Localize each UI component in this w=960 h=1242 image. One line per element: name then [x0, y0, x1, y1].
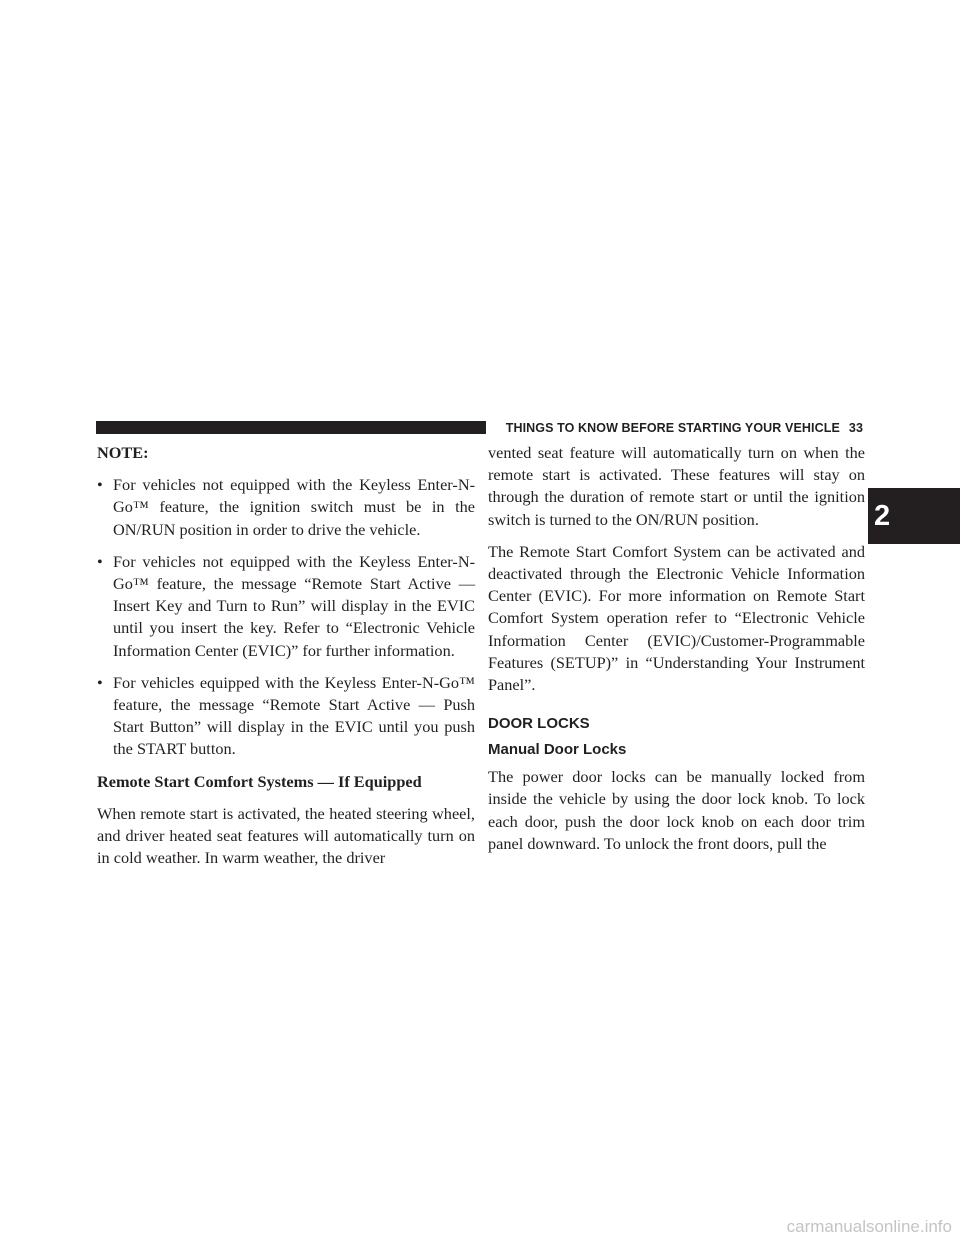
bullet-icon: •: [97, 475, 103, 495]
bullet-text: For vehicles not equipped with the Keyless Enter-N-Go™ feature, the ignition switch must be in the ON/RUN position in order to drive the vehicle.: [113, 475, 475, 539]
bullet-text: For vehicles equipped with the Keyless Enter-N-Go™ feature, the message “Remote Start Active — Push Start Button” will display in the EVIC until you push the START button.: [113, 672, 475, 759]
watermark: carmanualsonline.info: [786, 1217, 952, 1236]
body-paragraph: The Remote Start Comfort System can be activated and deactivated through the Electronic Vehicle Information Center (EVIC). For more information on Remote Start Comfort System operation refer to “Electronic Vehicle Information Center (EVIC)/Customer-Programmable Features (SETUP)” in “Understanding Your Instrument Panel”.: [488, 541, 865, 695]
header-rule: [96, 421, 486, 434]
subsection-heading-manual-door-locks: Manual Door Locks: [488, 741, 627, 759]
page-number: 33: [848, 421, 863, 435]
note-bullet-list: [97, 474, 475, 760]
list-item: [97, 672, 475, 761]
list-item: [97, 551, 475, 662]
bullet-icon: •: [97, 551, 103, 571]
section-title: THINGS TO KNOW BEFORE STARTING YOUR VEHICLE: [505, 421, 840, 435]
left-column: [97, 442, 475, 869]
note-label: NOTE:: [97, 443, 149, 462]
bullet-text: For vehicles not equipped with the Keyless Enter-N-Go™ feature, the message “Remote Start Active — Insert Key and Turn to Run” will display in the EVIC until you insert the key. Refer to “Electronic Vehicle Information Center (EVIC)” for further information.: [113, 551, 475, 660]
body-paragraph: The power door locks can be manually locked from inside the vehicle by using the door lock knob. To lock each door, push the door lock knob on each door trim panel downward. To unlock the front doors, pull the: [488, 767, 865, 853]
chapter-tab: 2: [868, 488, 960, 544]
section-heading-door-locks: DOOR LOCKS: [488, 715, 590, 733]
right-column: [488, 442, 865, 855]
body-paragraph: When remote start is activated, the heated steering wheel, and driver heated seat features will automatically turn on in cold weather. In warm weather, the driver: [97, 803, 475, 868]
list-item: [97, 474, 475, 541]
subheading-remote-start-comfort: Remote Start Comfort Systems — If Equipped: [97, 771, 422, 791]
bullet-icon: •: [97, 672, 103, 692]
running-header: [486, 418, 863, 438]
body-paragraph: vented seat feature will automatically turn on when the remote start is activated. These features will stay on through the duration of remote start or until the ignition switch is turned to the ON/RUN position.: [488, 443, 865, 529]
